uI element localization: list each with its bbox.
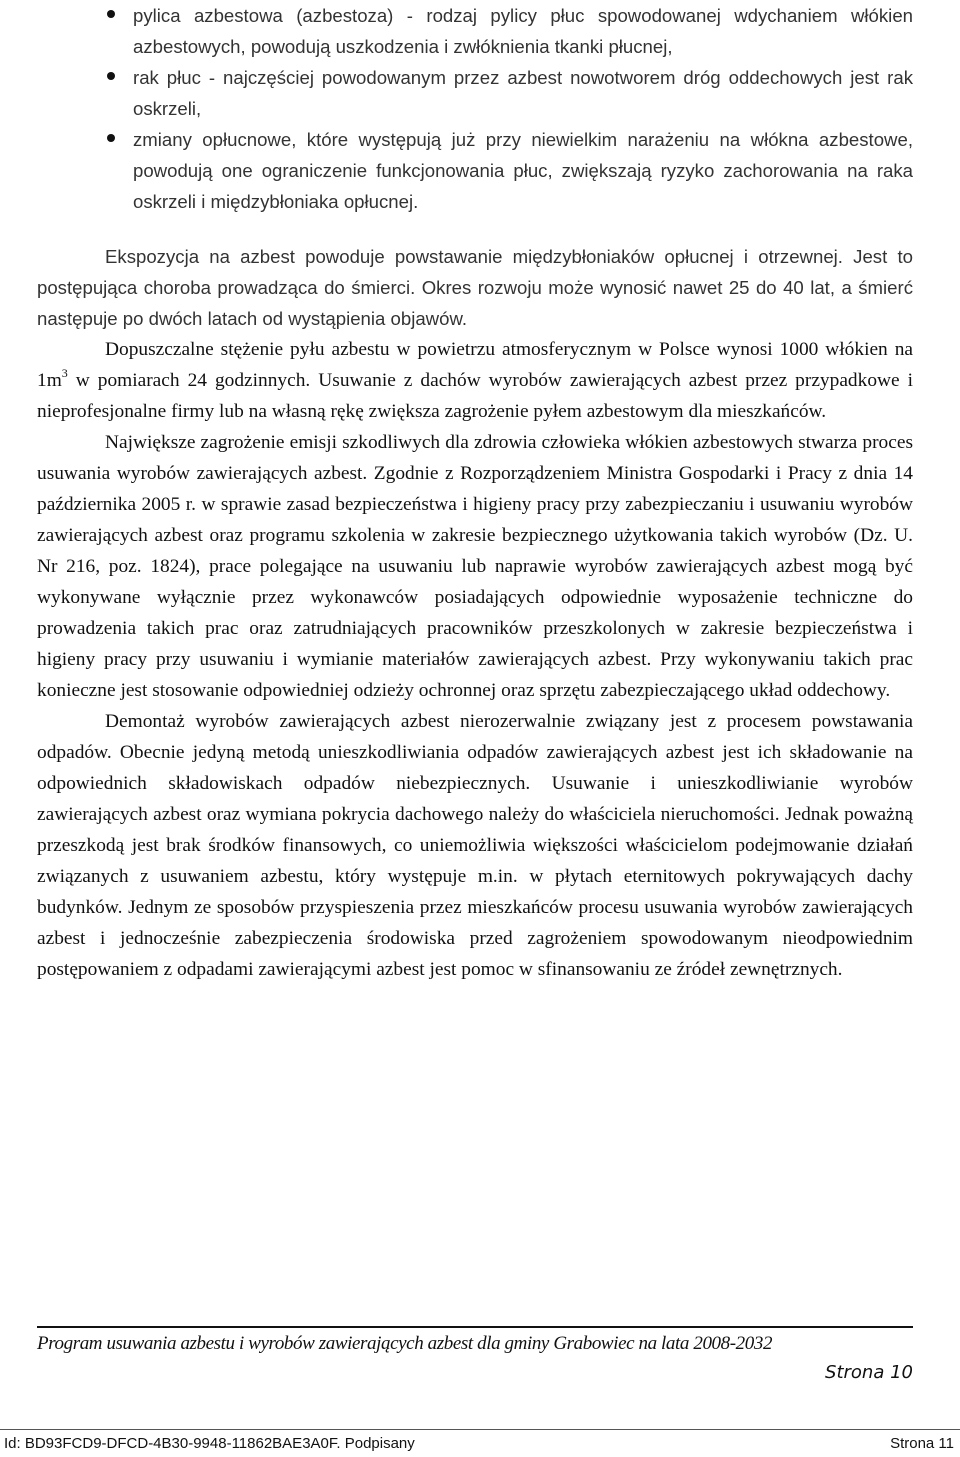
bullet-icon [107, 10, 115, 18]
document-id: Id: BD93FCD9-DFCD-4B30-9948-11862BAE3A0F. Podpisany [4, 1435, 415, 1452]
bullet-icon [107, 72, 115, 80]
footer-page-number: Strona 10 [825, 1362, 913, 1383]
paragraph-permissible-concentration [37, 334, 913, 427]
footer-divider [37, 1326, 913, 1328]
list-item-text: rak płuc - najczęściej powodowanym przez azbest nowotworem dróg oddechowych jest rak oskrzeli, [133, 67, 913, 119]
list-item-text: pylica azbestowa (azbestoza) - rodzaj pylicy płuc spowodowanej wdychaniem włókien azbestowych, powodują uszkodzenia i zwłóknienia tkanki płucnej, [133, 5, 913, 57]
body-text [37, 241, 913, 985]
list-item [37, 124, 913, 217]
list-item [37, 62, 913, 124]
superscript: 3 [61, 365, 68, 380]
bottom-divider [0, 1429, 960, 1430]
paragraph-exposure: Ekspozycja na azbest powoduje powstawanie międzybłoniaków opłucnej i otrzewnej. Jest to postępująca choroba prowadząca do śmierci. Okres rozwoju może wynosić nawet 25 do 40 lat, a śmierć następuje po dwóch latach od wystąpienia objawów. [37, 246, 913, 329]
paragraph-text: w pomiarach 24 godzinnych. Usuwanie z dachów wyrobów zawierających azbest przez przypadkowe i nieprofesjonalne firmy lub na własną rękę zwiększa zagrożenie pyłem azbestowym dla mieszkańców. [37, 370, 913, 422]
paragraph-regulation: Największe zagrożenie emisji szkodliwych dla zdrowia człowieka włókien azbestowych stwarza proces usuwania wyrobów zawierających azbest. Zgodnie z Rozporządzeniem Ministra Gospodarki i Pracy z dnia 14 października 2005 r. w sprawie zasad bezpieczeństwa i higieny pracy przy zabezpieczaniu i usuwaniu wyrobów zawierających azbest oraz programu szkolenia w zakresie bezpiecznego użytkowania takich wyrobów (Dz. U. Nr 216, poz. 1824), prace polegające na usuwaniu lub naprawie wyrobów zawierających azbest mogą być wykonywane wyłącznie przez wykonawców posiadających odpowiednie wyposażenie techniczne do prowadzenia takich prac oraz zatrudniających pracowników przeszkolonych w zakresie bezpieczeństwa i higieny pracy przy usuwaniu i wymianie materiałów zawierających azbest. Przy wykonywaniu takich prac konieczne jest stosowanie odpowiedniej odzieży ochronnej oraz sprzętu zabezpieczającego układ oddechowy. [37, 432, 913, 701]
paragraph-disposal: Demontaż wyrobów zawierających azbest nierozerwalnie związany jest z procesem powstawania odpadów. Obecnie jedyną metodą unieszkodliwiania odpadów zawierających azbest jest ich składowanie na odpowiednich składowiskach odpadów niebezpiecznych. Usuwanie i unieszkodliwianie wyrobów zawierających azbest oraz wymiana pokrycia dachowego należy do właściciela nieruchomości. Jednak poważną przeszkodą jest brak środków finansowych, co uniemożliwia większości właścicielom podejmowanie działań związanych z usuwaniem azbestu, który występuje m.in. w płytach eternitowych pokrywających dachy budynków. Jednym ze sposobów przyspieszenia przez mieszkańców procesu usuwania wyrobów zawierających azbest i jednocześnie zabezpieczenia środowiska przed zagrożeniem spowodowanym nieodpowiednim postępowaniem z odpadami zawierającymi azbest jest pomoc w sfinansowaniu ze źródeł zewnętrznych. [37, 711, 913, 980]
bullet-icon [107, 134, 115, 142]
paragraph-text: Dopuszczalne stężenie pyłu azbestu w powietrzu atmosferycznym w Polsce wynosi 1000 włókien na 1m [37, 339, 913, 391]
footer-title: Program usuwania azbestu i wyrobów zawierających azbest dla gminy Grabowiec na lata 2008-2032 [37, 1333, 773, 1354]
list-item-text: zmiany opłucnowe, które występują już przy niewielkim narażeniu na włókna azbestowe, powodują one ograniczenie funkcjonowania płuc, zwiększają ryzyko zachorowania na raka oskrzeli i międzybłoniaka opłucnej. [133, 129, 913, 212]
list-item [37, 0, 913, 62]
bottom-page-number: Strona 11 [890, 1435, 954, 1452]
bullet-list [37, 0, 913, 217]
